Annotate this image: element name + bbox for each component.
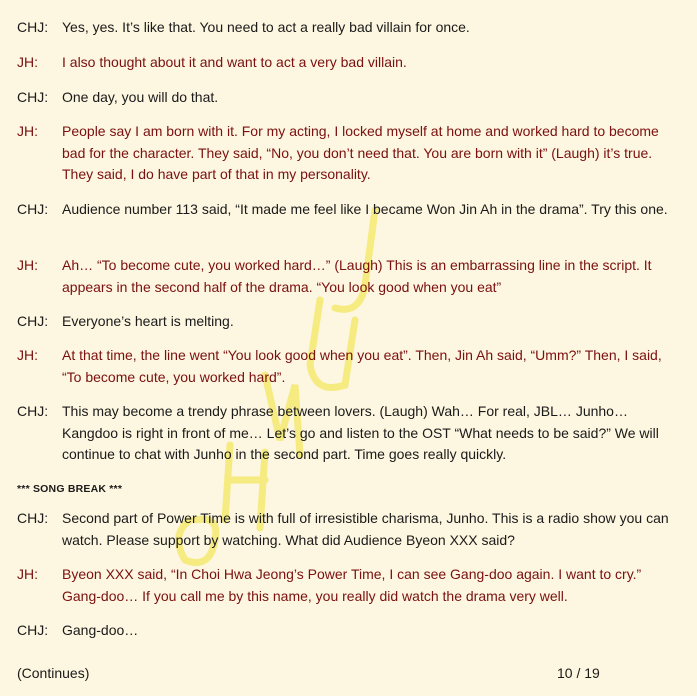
dialogue-text: Audience number 113 said, “It made me feel like I became Won Jin Ah in the drama”. Try this one.: [62, 201, 668, 217]
dialogue-text: One day, you will do that.: [62, 89, 219, 105]
dialogue-text: Ah… “To become cute, you worked hard…” (Laugh) This is an embarrassing line in the script. It appears in the second half of the drama. “You look good when you eat”: [62, 257, 652, 295]
speaker-label: CHJ:: [17, 403, 49, 419]
speaker-label: JH:: [17, 54, 38, 70]
dialogue-text: People say I am born with it. For my acting, I locked myself at home and worked hard to become bad for the character. They said, “No, you don’t need that. You are born with it” (Laugh) it’s true. They said, I do have part of that in my personality.: [62, 123, 659, 182]
song-break-label: *** SONG BREAK ***: [17, 483, 123, 495]
speaker-label: CHJ:: [17, 510, 49, 526]
page-number: 10 / 19: [557, 665, 600, 681]
dialogue-text: Second part of Power Time is with full of irresistible charisma, Junho. This is a radio show you can watch. Please support by watching. What did Audience Byeon XXX said?: [62, 510, 669, 548]
speaker-label: CHJ:: [17, 622, 49, 638]
dialogue-text: I also thought about it and want to act a very bad villain.: [62, 54, 407, 70]
speaker-label: CHJ:: [17, 201, 49, 217]
dialogue-text: Yes, yes. It’s like that. You need to act a really bad villain for once.: [62, 19, 470, 35]
continues-label: (Continues): [17, 665, 90, 681]
speaker-label: JH:: [17, 347, 38, 363]
speaker-label: JH:: [17, 566, 38, 582]
speaker-label: CHJ:: [17, 89, 49, 105]
dialogue-text: Everyone’s heart is melting.: [62, 313, 234, 329]
speaker-label: CHJ:: [17, 19, 49, 35]
dialogue-text: Byeon XXX said, “In Choi Hwa Jeong’s Power Time, I can see Gang-doo again. I want to cry.” Gang-doo… If you call me by this name, you really did watch the drama very well.: [62, 566, 642, 604]
speaker-label: CHJ:: [17, 313, 49, 329]
dialogue-text: At that time, the line went “You look good when you eat”. Then, Jin Ah said, “Umm?” Then, I said, “To become cute, you worked hard”.: [62, 347, 662, 385]
speaker-label: JH:: [17, 123, 38, 139]
dialogue-text: This may become a trendy phrase between lovers. (Laugh) Wah… For real, JBL… Junho… Kangdoo is right in front of me… Let’s go and listen to the OST “What needs to be said?” We will continue to chat with Junho in the second part. Time goes really quickly.: [62, 403, 659, 462]
speaker-label: JH:: [17, 257, 38, 273]
dialogue-text: Gang-doo…: [62, 622, 139, 638]
